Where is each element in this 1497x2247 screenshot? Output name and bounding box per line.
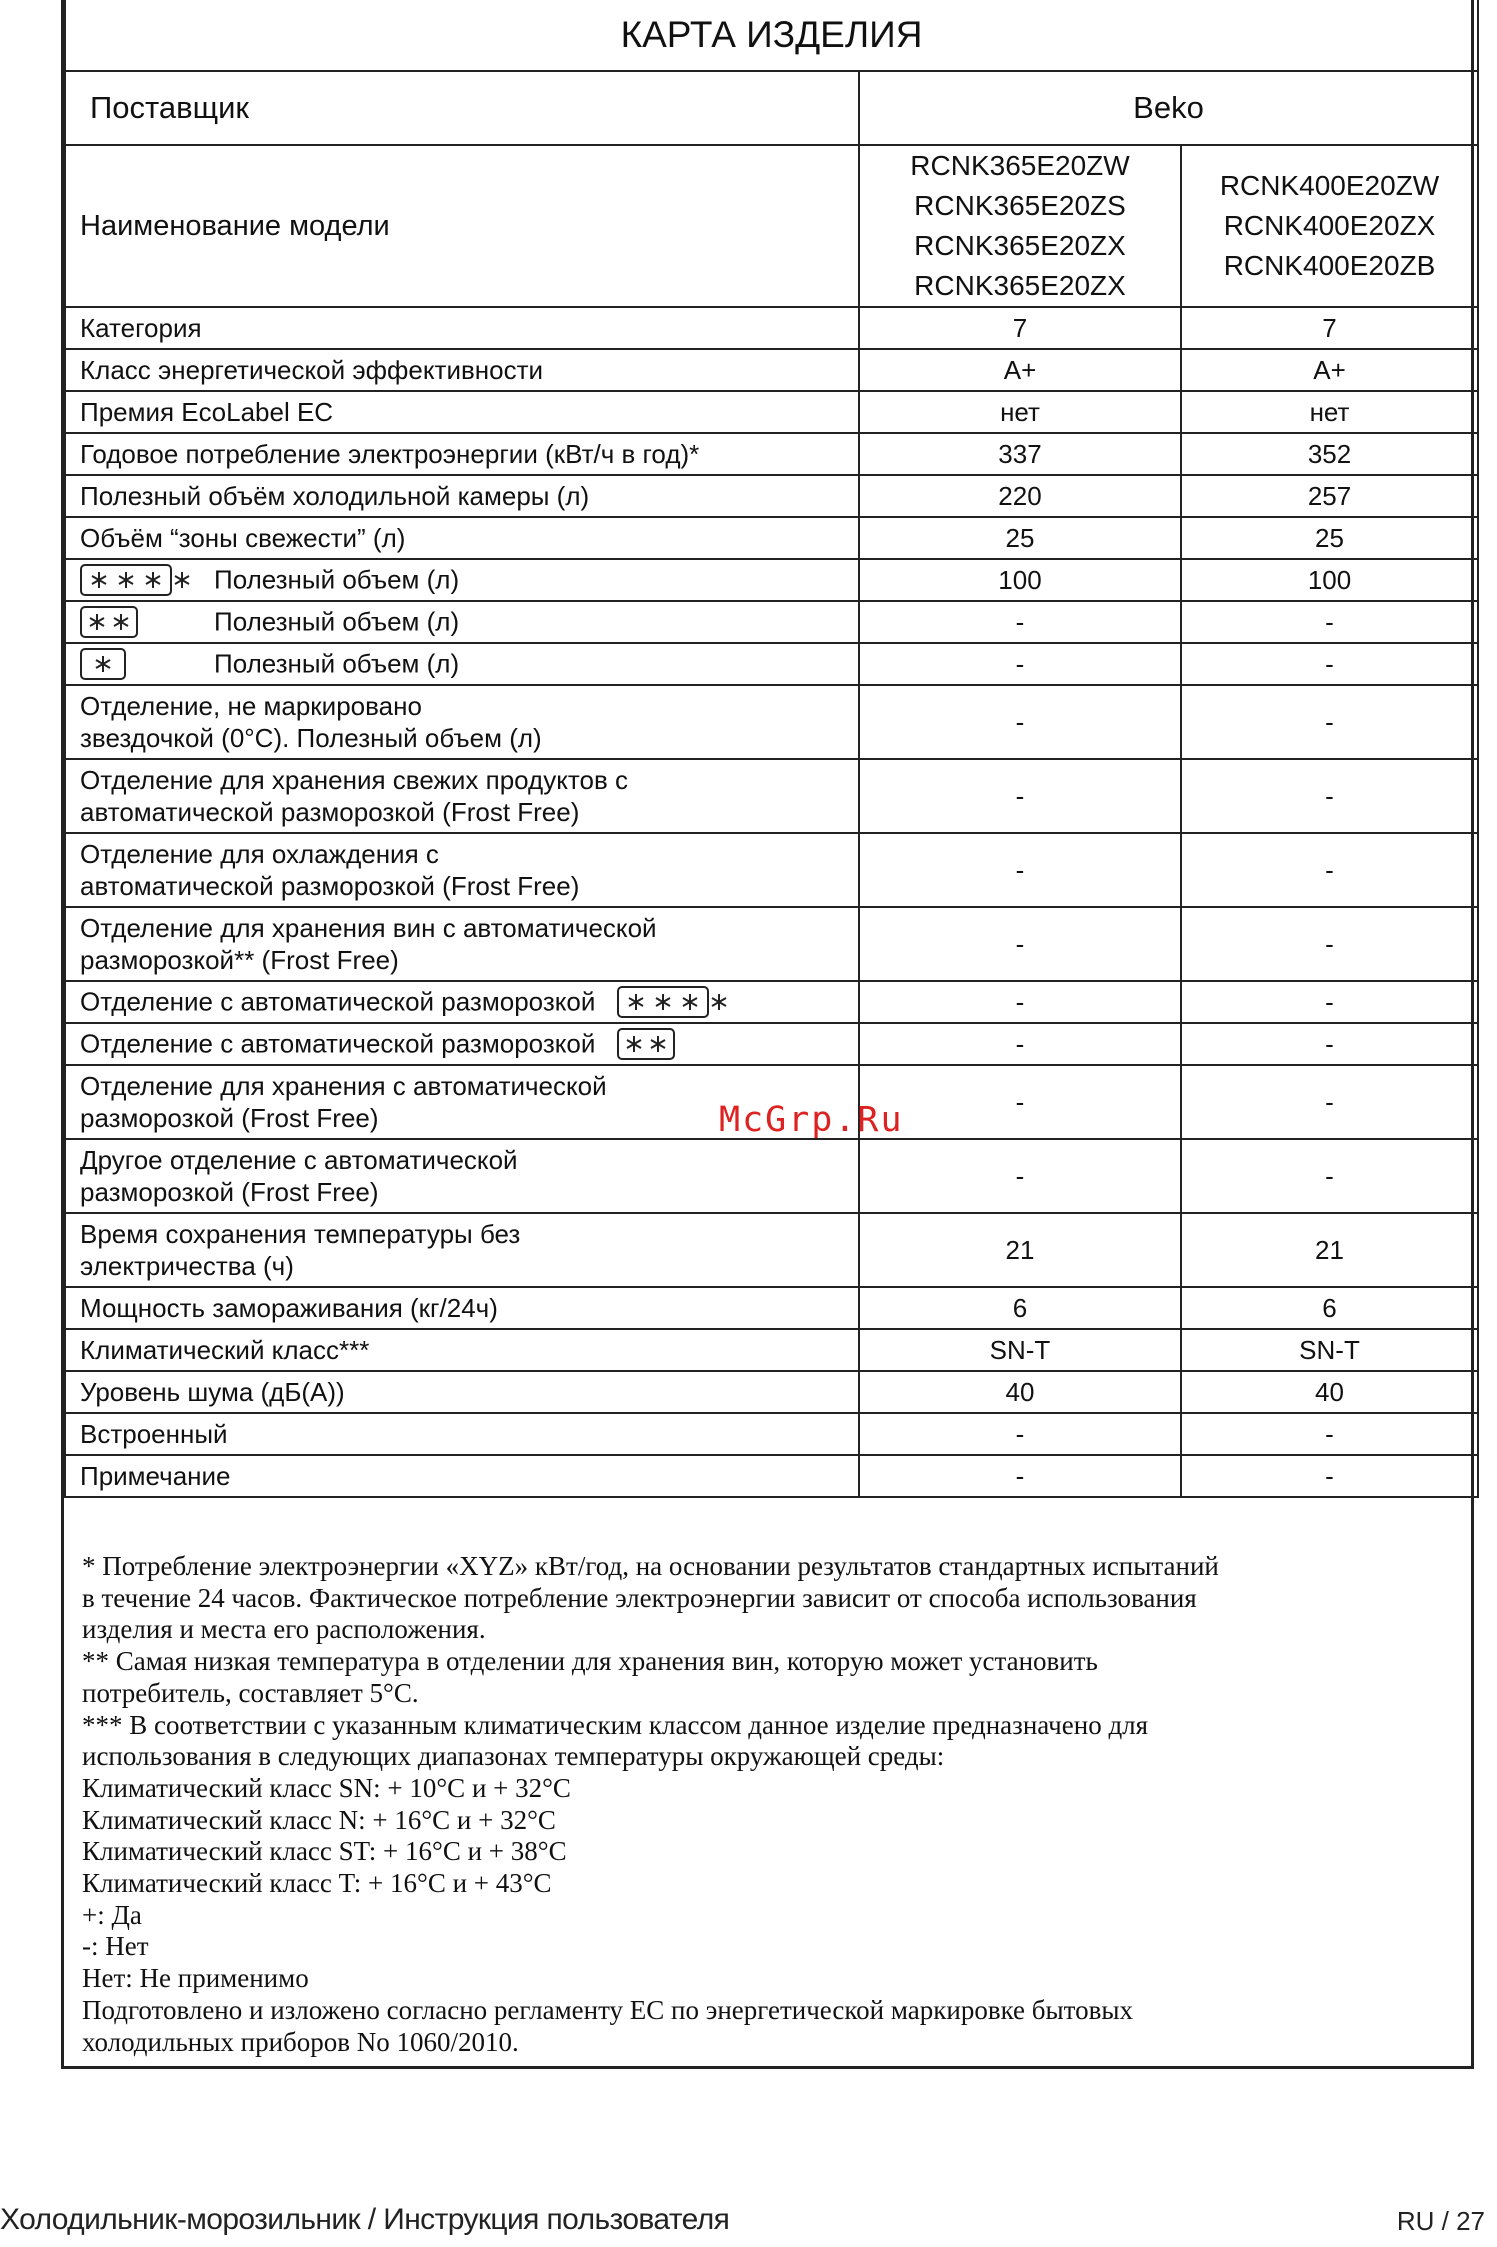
- row-value-2: 25: [1181, 517, 1478, 559]
- row-label-line: Время сохранения температуры без: [80, 1219, 521, 1249]
- row-value-1: -: [859, 1455, 1181, 1497]
- row-value-1: -: [859, 759, 1181, 833]
- footer-title: Холодильник-морозильник / Инструкция пользователя: [0, 2203, 730, 2236]
- row-value-1: -: [859, 601, 1181, 643]
- row-value-2: -: [1181, 907, 1478, 981]
- table-row: [65, 1139, 1478, 1213]
- note-line: -: Нет: [82, 1931, 149, 1962]
- row-label-line: Отделение для хранения с автоматической: [80, 1071, 607, 1101]
- row-value-2: 21: [1181, 1213, 1478, 1287]
- row-label-line: Отделение для хранения свежих продуктов с: [80, 765, 629, 795]
- row-value-2: -: [1181, 981, 1478, 1023]
- note-line: Климатический класс T: + 16°C и + 43°C: [82, 1868, 552, 1899]
- row-label: Полезный объем (л): [214, 564, 460, 595]
- row-label-line: электричества (ч): [80, 1251, 294, 1281]
- note-line: Климатический класс SN: + 10°C и + 32°C: [82, 1772, 571, 1803]
- title-row: [65, 0, 1478, 71]
- row-label-cell: [65, 559, 859, 601]
- note-line: Подготовлено и изложено согласно регламенту ЕС по энергетической маркировке бытовых: [82, 1994, 1133, 2025]
- table-row: [65, 1023, 1478, 1065]
- row-value-1: 25: [859, 517, 1181, 559]
- row-label: Полезный объем (л): [214, 648, 460, 679]
- table-row: [65, 759, 1478, 833]
- row-value-1: -: [859, 685, 1181, 759]
- model-list-1: [859, 145, 1181, 307]
- row-label-cell: [65, 685, 859, 759]
- model-name: RCNK400E20ZW: [1219, 170, 1440, 201]
- note-line: потребитель, составляет 5°C.: [82, 1677, 419, 1708]
- table-row: [65, 1287, 1478, 1329]
- row-value-1: -: [859, 1023, 1181, 1065]
- row-value-2: -: [1181, 1455, 1478, 1497]
- row-value-1: -: [859, 1065, 1181, 1139]
- supplier-label: Поставщик: [65, 71, 859, 145]
- product-card: [61, 0, 1474, 2069]
- two-star-icon: [617, 1027, 677, 1061]
- note-line: использования в следующих диапазонах температуры окружающей среды:: [82, 1741, 945, 1772]
- model-label: Наименование модели: [65, 145, 859, 307]
- row-label-line: Отделение, не маркировано: [80, 691, 422, 721]
- row-value-1: A+: [859, 349, 1181, 391]
- row-label-cell: [65, 833, 859, 907]
- row-label: Полезный объем (л): [214, 606, 460, 637]
- row-label: Климатический класс***: [65, 1329, 859, 1371]
- table-row: [65, 1213, 1478, 1287]
- note-line: *** В соответствии с указанным климатическим классом данное изделие предназначено для: [82, 1709, 1149, 1740]
- row-value-2: SN-T: [1181, 1329, 1478, 1371]
- row-label: Уровень шума (дБ(A)): [65, 1371, 859, 1413]
- row-value-1: 40: [859, 1371, 1181, 1413]
- row-value-2: -: [1181, 759, 1478, 833]
- row-label: Отделение с автоматической разморозкой: [80, 986, 596, 1017]
- row-label-cell: [65, 981, 859, 1023]
- four-star-freezer-icon: [80, 563, 192, 597]
- row-label-cell: [65, 1213, 859, 1287]
- row-label: Отделение с автоматической разморозкой: [80, 1028, 596, 1059]
- row-label-cell: [65, 643, 859, 685]
- table-row: [65, 1455, 1478, 1497]
- note-line: холодильных приборов No 1060/2010.: [82, 2026, 519, 2057]
- four-star-freezer-icon: [617, 985, 729, 1019]
- row-value-2: 100: [1181, 559, 1478, 601]
- table-row: [65, 907, 1478, 981]
- table-row: [65, 1371, 1478, 1413]
- row-value-1: -: [859, 643, 1181, 685]
- supplier-value: Beko: [859, 71, 1478, 145]
- row-value-1: 337: [859, 433, 1181, 475]
- row-label-line: разморозкой (Frost Free): [80, 1177, 379, 1207]
- row-value-1: 220: [859, 475, 1181, 517]
- row-value-2: -: [1181, 1139, 1478, 1213]
- row-value-2: 352: [1181, 433, 1478, 475]
- supplier-row: [65, 71, 1478, 145]
- row-value-1: -: [859, 981, 1181, 1023]
- model-row: [65, 145, 1478, 307]
- watermark: McGrp.Ru: [719, 1100, 904, 1140]
- table-row: [65, 517, 1478, 559]
- row-value-2: -: [1181, 1065, 1478, 1139]
- row-value-1: 7: [859, 307, 1181, 349]
- model-name: RCNK365E20ZS: [914, 190, 1126, 221]
- row-label-cell: [65, 1139, 859, 1213]
- row-value-2: 257: [1181, 475, 1478, 517]
- row-value-2: -: [1181, 685, 1478, 759]
- row-value-2: -: [1181, 643, 1478, 685]
- row-value-2: нет: [1181, 391, 1478, 433]
- one-star-icon: [80, 647, 192, 681]
- table-row: [65, 1329, 1478, 1371]
- row-value-1: 21: [859, 1213, 1181, 1287]
- model-name: RCNK400E20ZX: [1223, 210, 1436, 241]
- table-row: [65, 349, 1478, 391]
- row-label-line: Отделение для хранения вин с автоматической: [80, 913, 657, 943]
- row-value-1: 100: [859, 559, 1181, 601]
- row-label: Категория: [65, 307, 859, 349]
- model-name: RCNK400E20ZB: [1223, 250, 1436, 281]
- row-value-2: 6: [1181, 1287, 1478, 1329]
- table-row: [65, 307, 1478, 349]
- row-label-cell: [65, 759, 859, 833]
- row-value-2: -: [1181, 1023, 1478, 1065]
- note-line: Климатический класс ST: + 16°C и + 38°C: [82, 1836, 567, 1867]
- footnotes: [64, 1535, 1471, 2058]
- note-line: Нет: Не применимо: [82, 1963, 309, 1994]
- row-value-1: нет: [859, 391, 1181, 433]
- table-row: [65, 1413, 1478, 1455]
- row-value-2: A+: [1181, 349, 1478, 391]
- row-value-2: -: [1181, 1413, 1478, 1455]
- table-row: [65, 391, 1478, 433]
- note-line: * Потребление электроэнергии «XYZ» кВт/год, на основании результатов стандартных испытаний: [82, 1551, 1219, 1581]
- row-label-cell: [65, 907, 859, 981]
- note-line: в течение 24 часов. Фактическое потребление электроэнергии зависит от способа использования: [82, 1582, 1197, 1613]
- model-name: RCNK365E20ZX: [914, 270, 1126, 301]
- model-name: RCNK365E20ZW: [910, 150, 1130, 181]
- row-value-1: 6: [859, 1287, 1181, 1329]
- row-label-line: автоматической разморозкой (Frost Free): [80, 797, 580, 827]
- note-line: Климатический класс N: + 16°C и + 32°C: [82, 1804, 556, 1835]
- row-value-1: -: [859, 1413, 1181, 1455]
- table-row: [65, 833, 1478, 907]
- row-label: Объём “зоны свежести” (л): [65, 517, 859, 559]
- row-value-1: SN-T: [859, 1329, 1181, 1371]
- card-title: КАРТА ИЗДЕЛИЯ: [65, 0, 1478, 71]
- table-row: [65, 981, 1478, 1023]
- row-label: Примечание: [65, 1455, 859, 1497]
- row-label-line: автоматической разморозкой (Frost Free): [80, 871, 580, 901]
- two-star-icon: [80, 605, 192, 639]
- note-line: ** Самая низкая температура в отделении для хранения вин, которую может установить: [82, 1646, 1098, 1677]
- row-label: Класс энергетической эффективности: [65, 349, 859, 391]
- table-row: [65, 643, 1478, 685]
- table-row: [65, 433, 1478, 475]
- row-value-2: -: [1181, 833, 1478, 907]
- row-value-2: 40: [1181, 1371, 1478, 1413]
- row-label-line: разморозкой** (Frost Free): [80, 945, 399, 975]
- product-table: [64, 0, 1479, 1498]
- row-label-line: разморозкой (Frost Free): [80, 1103, 379, 1133]
- model-name: RCNK365E20ZX: [914, 230, 1126, 261]
- note-line: изделия и места его расположения.: [82, 1614, 486, 1645]
- row-label-line: Другое отделение с автоматической: [80, 1145, 518, 1175]
- model-list-2: [1181, 145, 1478, 307]
- row-label-line: звездочкой (0°C). Полезный объем (л): [80, 723, 542, 753]
- row-value-2: 7: [1181, 307, 1478, 349]
- row-value-2: -: [1181, 601, 1478, 643]
- row-label: Годовое потребление электроэнергии (кВт/ч в год)*: [65, 433, 859, 475]
- row-label: Встроенный: [65, 1413, 859, 1455]
- row-label: Премия EcoLabel EC: [65, 391, 859, 433]
- row-value-1: -: [859, 907, 1181, 981]
- table-row: [65, 475, 1478, 517]
- row-value-1: -: [859, 833, 1181, 907]
- row-label-line: Отделение для охлаждения с: [80, 839, 439, 869]
- row-label: Полезный объём холодильной камеры (л): [65, 475, 859, 517]
- page-number: RU / 27: [1396, 2206, 1485, 2236]
- row-label: Мощность замораживания (кг/24ч): [65, 1287, 859, 1329]
- table-row: [65, 685, 1478, 759]
- table-row: [65, 559, 1478, 601]
- note-line: +: Да: [82, 1899, 142, 1930]
- row-label-cell: [65, 1023, 859, 1065]
- table-row: [65, 601, 1478, 643]
- row-value-1: -: [859, 1139, 1181, 1213]
- row-label-cell: [65, 601, 859, 643]
